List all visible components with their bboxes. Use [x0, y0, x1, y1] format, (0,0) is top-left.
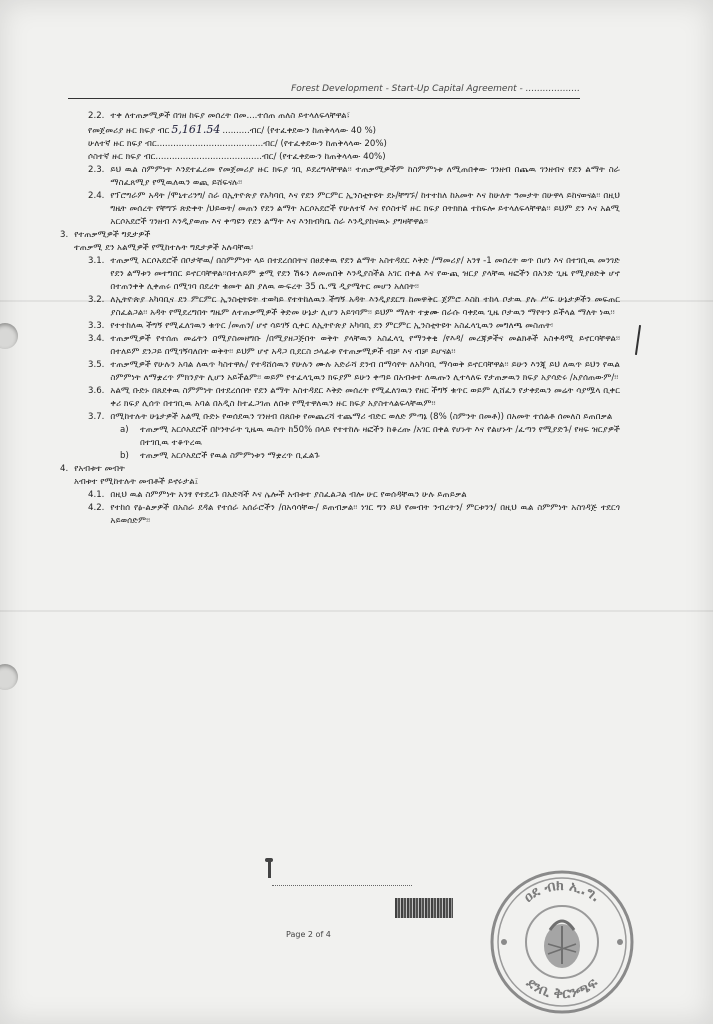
clause-text: ተጠቃሚዎች የተሰጠ መሬትን በሚያስመዘግቡ /በሚያዘጋጅበት ወቅት ያላቸዉን አስፈላጊ የማንቀቂ /የእዳ/ መረጃዎችና መልክቶች አስቀዳሚ ይኖርባቸዋል፡፡ በተለይም ደንጋይ በሚገኝባለበት ወቅት፡፡ ይህም ሆኖ አዳጋ ቢደርስ ኃላፊቱ የተጠቃሚዎች ብቻ እና ብቻ ይሆናል፡፡ — [110, 334, 620, 357]
clause-item — [88, 294, 620, 320]
clause-text: የአብቱተ መብት — [74, 464, 125, 474]
clause-text: ተቀ ለተጠቃሚዎች በገዘ ከፍያ መሰረት በመ....ተሰጠ ጠለስ ይተላለፍላቸዋል፣ — [110, 111, 351, 121]
clause-text: ተጠቃሚዎች የሁሉን አባል ለዉጥ ካስተዋሉ/ የተዳሸሰዉን የሁሉን ሙሉ አድራሻ ደንብ በማሳየት ለአካባቢ ማሳወቅ ይኖርባቸዋል፡፡ ይሁን እንጂ ይህ ለዉጥ ይህን የዉል ስምምነት ለማቋረጥ ምክንያት ሊሆን አይችልም፡፡ ወይም የተፈላጊዉን ክፍያም ይሁን ቀጣይ በአብቱተ ለዉጡን ሊተላለፍ የታጠቃዉን ክፍያ አያሳድሩ /አያሰጠውም/፡፡ — [110, 360, 620, 383]
handwritten-amount: 5,161.54 — [171, 123, 221, 136]
clause-item — [120, 424, 620, 450]
header-title: Forest Development - Start-Up Capital Agreement - ................... — [291, 84, 580, 94]
official-stamp — [488, 868, 636, 1016]
document-body — [60, 110, 620, 890]
stamp-top-text: ዐደ ብክ ኢ.ግ. — [520, 877, 604, 906]
clause-number: 3. — [60, 230, 69, 240]
clause-number: b) — [120, 451, 129, 461]
clause-number: 2.2. — [88, 111, 105, 121]
clause-number: 4.1. — [88, 490, 105, 500]
clause-text: ተጠቃሚ አርሶአደሮች በኮንትራት ጊዜዉ ዉስጥ ከ50% በላይ የተተከሉ ዛፎችን ከቆረጡ /አገር በቀል የሆኑት እና የልሆኑት /ፈጣን የሚያድጉ/ የዛፍ ዝርያዎች በተገቢዉ ተቆጥረዉ — [140, 425, 620, 448]
clause-item — [88, 320, 620, 333]
clause-text: ተጠቃሚ ደን አልሚዎች የሚከተሉት ግዴታዎች አሉባቸዉ፡ — [74, 243, 254, 253]
clause-item — [88, 333, 620, 359]
clause-text — [88, 123, 620, 138]
clause-text: በዚህ ዉል ስምምነት አንፃ የተደረጉ በአድሻች እና ሌሎች አብቱተ ያስፈልጋል ብሎ ሁር የወሰዳቸዉን ሁሉ ይጠይቃል — [110, 490, 467, 500]
clause-item — [120, 450, 620, 463]
page-number: Page 2 of 4 — [286, 930, 331, 939]
clause-item — [88, 489, 620, 502]
signature-line — [272, 885, 412, 887]
clause-item — [88, 190, 620, 229]
pen-mark — [268, 860, 271, 878]
header-rule — [68, 98, 580, 99]
clause-text-part: ..........ብር/ (የተፈቀደውን ከጠቅላላው 40 %) — [222, 126, 377, 136]
clause-text: የፕሮግራም አዳት /ሞኒተሪንግ/ ስራ በኢትዮጵያ የአካባቢ እና የደን ምርምር ኢንስቲትዩት ደኑ/ቸግኙ/ ከተተከለ ከአመት እና ከሁለት ዓመታት በሁዋላ ይከናወናል፡፡ በዚህ ግዜት መሰረት የቸግኙ ጽድቀት /ህይወት/ መጠን የደን ልማት አርሶአደሮች የሁለተኛ እና የሶስተኛ ዙር ክፍያ በትክክል ተከፍሎ ይተላለፍላቸዋል፡፡ ይህም ደን እና አልሚ አርሶአደሮች ገንዘብ እንዲያወጡ እና ቀጣዩን የደን ልማት እና እንክብካቤ ስራ እንዲያከናዉኑ ያግዛቸዋል፡፡ — [110, 191, 620, 227]
clause-number: 2.3. — [88, 165, 105, 175]
stamp-emblem — [544, 921, 580, 968]
clause-number: 3.6. — [88, 386, 105, 396]
clause-item — [88, 110, 620, 123]
section-intro — [74, 242, 620, 255]
punch-hole — [0, 664, 18, 690]
barcode-sticker — [395, 898, 453, 918]
clause-item — [88, 164, 620, 190]
clause-item — [88, 411, 620, 424]
clause-number: 3.5. — [88, 360, 105, 370]
clause-number: 3.1. — [88, 256, 105, 266]
clause-number: 2.4. — [88, 191, 105, 201]
section-intro — [74, 476, 620, 489]
clause-text: ተጠቃሚ አርሶአደሮች የዉል ስምምነቱን ማቋረጥ ቢፈልጉ — [140, 451, 320, 461]
clause-item — [88, 359, 620, 385]
payment-line — [88, 123, 620, 138]
stamp-bottom-text: ደንቢ ቅርንጫፍ — [523, 974, 601, 1003]
payment-line — [88, 138, 620, 151]
punch-hole — [0, 323, 18, 349]
payment-line — [88, 151, 620, 164]
clause-text: የተከሰ የፅ-ልቃዎች በአስራ ደዳል የተሰራ አሰራሮችን /በአሳሳቸው/ ይጠብቃል፡፡ ነገር ግን ይህ የመብት ንብረትን/ ምርቱንን/ በዚህ ዉል ስምምነት አስገዳጅ ተደርጎ አይወሰድም፡፡ — [110, 503, 620, 526]
clause-number: 3.4. — [88, 334, 105, 344]
clause-text: አልሚ ቡድኑ በጸደቀዉ ስምምነት በተደረሰበት የደን ልማት አስተዳደር እቅድ መሰረት የሚፈለገዉን የዘር ችግኝ ቁጥር ወይም ሊሸፈን የታቀደዉን መሬት ሳያሟላ ቢቀር ቀሪ ክፍያ ሊሰጥ በተገቢዉ አባል በአዲስ ከተፈጋገጠ ለበቱ የሚተዋለዉን ዙር ክፍያ አያስተላልፍላቸዉም፡፡ — [110, 386, 620, 409]
pen-mark — [635, 325, 641, 355]
clause-text: ለኢትዮጵያ አካባቢና ደን ምርምር ኢንስቲትዩት ተወካይ የተትከለዉን ችግኝ አዳት እንዲያደርግ ከመዋቅር ጀምሮ እስከ ተከላ ቦታዉ ያሉ ሥፍ ሁኔታዎችን መፍጠር ያስፈልጋል፡፡ አዳት የሚደረግበት ግዜም ለተጠቃሚዎች ቅድመ ሁኔታ ሊሆን አይገባም፡፡ ይህም ማለት ተቋሙ በራሱ ባቀደዉ ጊዜ ቦታዉን ማየትን ይችላል ማለት ነዉ፡፡ — [110, 295, 620, 318]
clause-text: አብቱተ የሚከተሉት መብቶች ይኖሩታል፤ — [74, 477, 199, 487]
clause-text: የተጠቃሚዎች ግዴታዎች — [74, 230, 151, 240]
clause-number: 3.3. — [88, 321, 105, 331]
clause-number: 4. — [60, 464, 69, 474]
clause-number: a) — [120, 425, 129, 435]
clause-item — [60, 463, 620, 476]
clause-item — [88, 385, 620, 411]
clause-text: ሶስተኛ ዙር ክፍያ ብር.......................................ብር/ (የተፈቀደውን ከጠቅላላው 40%) — [88, 152, 386, 162]
clause-text: ይህ ዉል ስምምነት እንደተፈረመ የመጀመሪያ ዙር ክፍያ ገቢ ይደረግላቸዋል፡፡ ተጠቃሚዎችም ከስምምነቱ ለሚጠበቀው ገንዘብ በጨዉ ገንዘብና የደን ልማት ስራ ማስፈጸሚያ የሚዉለዉን ወጪ ይሸፍናሉ፡፡ — [110, 165, 620, 188]
clause-text: የተተከለዉ ችግኝ የሚፈለገዉን ቁጥር /መጠን/ ሆኖ ሳይገኝ ሲቀር ለኢትዮጵያ አካባቢ ደን ምርምር ኢንስቲትዩት አስፈላጊዉን መግለጫ መስጠት፡ — [110, 321, 554, 331]
clause-number: 3.7. — [88, 412, 105, 422]
clause-number: 4.2. — [88, 503, 105, 513]
clause-item — [60, 229, 620, 242]
clause-text-part: የመጀመሪያ ዙር ክፍያ ብር — [88, 126, 170, 136]
clause-item — [88, 502, 620, 528]
clause-item — [88, 255, 620, 294]
page-header — [68, 82, 620, 102]
clause-text: በሚከተሉት ሁኔታዎች አልሚ ቡድኑ የወሰደዉን ገንዘብ በጸበቱ የመጨረሻ ተጨማሪ ብድር ወለድ ምጣኔ (8% (ስምንት በመቶ)) በአመት ተሰልቶ ሰመለስ ይጠበቃል — [110, 412, 613, 422]
clause-number: 3.2. — [88, 295, 105, 305]
clause-text: ተጠቃሚ አርሶአደሮች በቦታቸዉ/ በስምምነት ላይ በተደረሰበትና በፀደቀዉ የደን ልማት አስተዳደር እቅድ /ማመሪያ/ አንፃ -1 መሰረት ወጥ በሆነ እና በተገቢዉ መንገድ የደን ልማቱን መተግበር ይኖርባቸዋል፡፡በተለይም ቋሚ የደን ሽፋን ለመጠበቅ እንዲያስችል አገር በቀል እና የውጪ ዝርያ ያላቸዉ ዛፎችን በአንድ ጊዜ የሚያፀድቅ ሆኖ በተጠንቀቅ ሊቀጠሩ በሚገባ በደረት ቁመት ልክ ያለዉ ውፍረት 35 ሴ.ሜ ዲያሜትር መሆን አለበት፡፡ — [110, 256, 620, 292]
clause-text: ሁለተኛ ዙር ክፍያ ብር.......................................ብር/ (የተፈቀደውን ከጠቅላላው 20%) — [88, 139, 387, 149]
